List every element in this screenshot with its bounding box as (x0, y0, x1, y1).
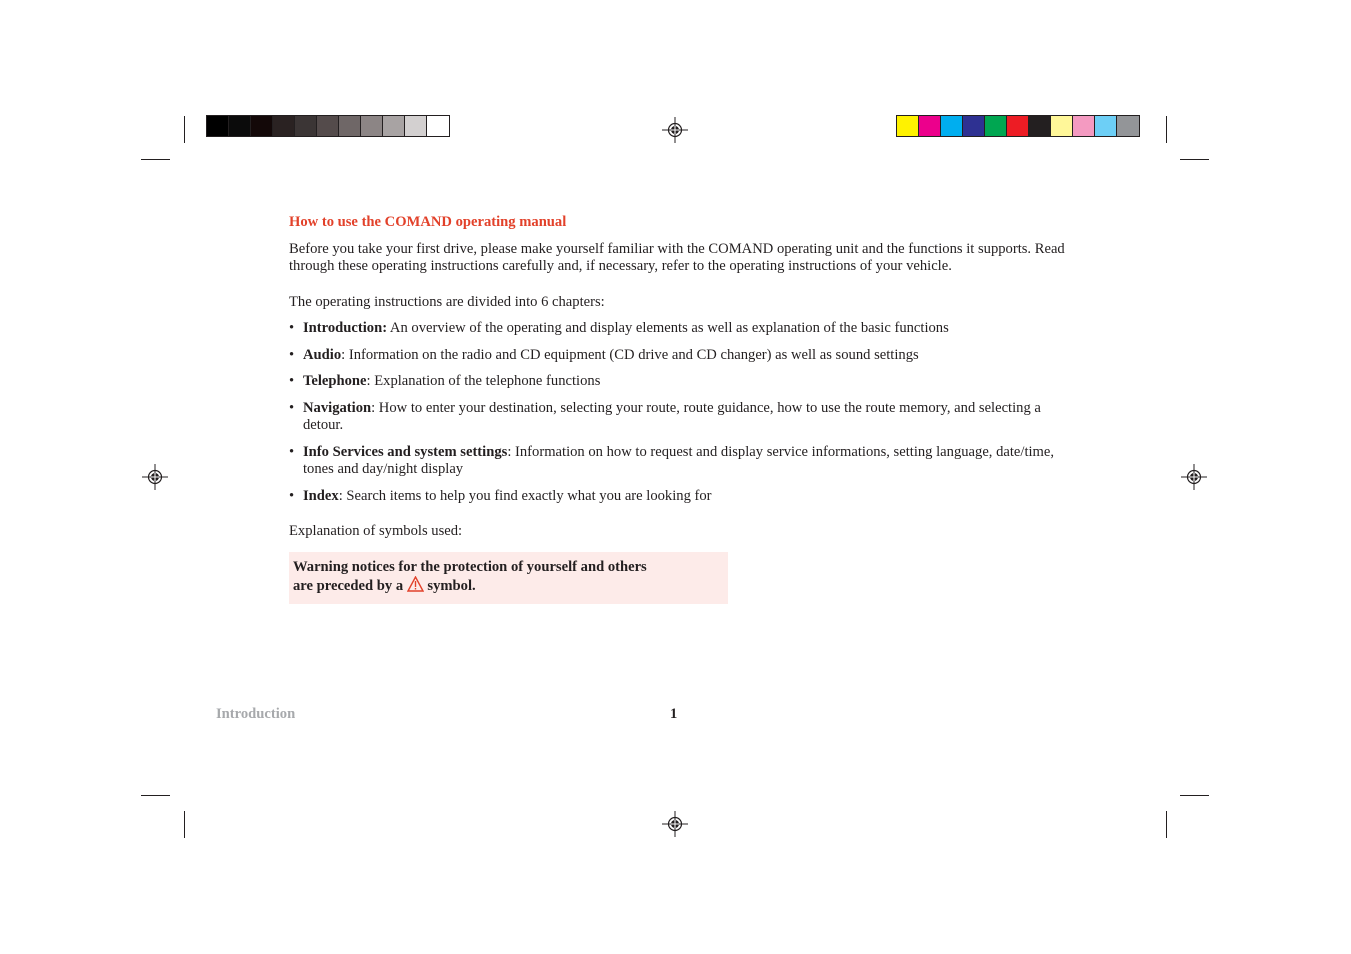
chapters-lead: The operating instructions are divided into 6 chapters: (289, 293, 605, 310)
registration-mark-right-icon (1181, 464, 1207, 490)
bullet-icon: • (289, 487, 295, 504)
color-swatch (1117, 116, 1139, 136)
chapter-description: An overview of the operating and display elements as well as explanation of the basic functions (387, 320, 949, 336)
footer-section-label: Introduction (216, 706, 296, 722)
crop-mark-bottom-right-vertical (1166, 811, 1167, 838)
crop-mark-top-left-vertical (184, 116, 185, 143)
chapter-title: Info Services and system settings (303, 443, 508, 460)
color-swatch (1051, 116, 1073, 136)
chapter-title: Navigation (303, 399, 372, 416)
intro-paragraph: Before you take your first drive, please make yourself familiar with the COMAND operating unit and the functions it supports. Read through these operating instructions carefully and, if necessary, refer to the operating instructions of your vehicle. (289, 240, 1065, 274)
chapter-title: Telephone (303, 373, 367, 389)
color-swatch (941, 116, 963, 136)
bullet-icon: • (289, 399, 295, 416)
crop-mark-top-left-horizontal (141, 159, 170, 160)
warning-triangle-icon (407, 576, 424, 592)
chapter-title: Audio (303, 346, 342, 363)
symbols-lead: Explanation of symbols used: (289, 523, 463, 539)
manual-content (289, 214, 1069, 604)
chapter-item-introduction (289, 320, 1069, 338)
chapter-item-index (289, 488, 1069, 506)
grayscale-swatch (405, 116, 427, 136)
color-bar (896, 115, 1140, 137)
grayscale-swatch (295, 116, 317, 136)
section-heading: How to use the COMAND operating manual (289, 214, 567, 230)
grayscale-swatch (229, 116, 251, 136)
crop-mark-bottom-left-vertical (184, 811, 185, 838)
grayscale-swatch (251, 116, 273, 136)
bullet-icon: • (289, 346, 295, 363)
chapter-title: Index (303, 487, 339, 504)
warning-line-2 (293, 576, 724, 596)
chapter-item-info-services (289, 444, 1069, 479)
warning-text-after: symbol. (423, 578, 476, 594)
color-swatch (897, 116, 919, 136)
color-swatch (919, 116, 941, 136)
warning-notice-box (289, 552, 728, 604)
chapter-item-navigation (289, 400, 1069, 435)
crop-mark-bottom-right-horizontal (1180, 795, 1209, 796)
bullet-icon: • (289, 320, 295, 336)
color-swatch (1029, 116, 1051, 136)
warning-text-before: are preceded by a (293, 578, 407, 594)
grayscale-bar (206, 115, 450, 137)
chapter-description: : Search items to help you find exactly what you are looking for (338, 487, 712, 504)
chapter-description: : Explanation of the telephone functions (366, 373, 601, 389)
registration-mark-top-icon (662, 117, 688, 143)
warning-line-1: Warning notices for the protection of yourself and others (293, 558, 647, 575)
chapter-title: Introduction: (303, 320, 388, 336)
color-swatch (985, 116, 1007, 136)
grayscale-swatch (317, 116, 339, 136)
crop-mark-top-right-horizontal (1180, 159, 1209, 160)
chapter-description: : Information on how to request and display service informations, setting language, date/time, tones and day/night display (303, 443, 1055, 477)
color-swatch (1095, 116, 1117, 136)
chapter-description: : Information on the radio and CD equipment (CD drive and CD changer) as well as sound settings (341, 346, 919, 363)
color-swatch (963, 116, 985, 136)
grayscale-swatch (273, 116, 295, 136)
chapter-item-telephone (289, 373, 1069, 391)
color-swatch (1007, 116, 1029, 136)
bullet-icon: • (289, 443, 295, 460)
chapter-item-audio (289, 347, 1069, 365)
crop-mark-bottom-left-horizontal (141, 795, 170, 796)
crop-mark-top-right-vertical (1166, 116, 1167, 143)
color-swatch (1073, 116, 1095, 136)
grayscale-swatch (383, 116, 405, 136)
grayscale-swatch (207, 116, 229, 136)
page-number: 1 (670, 706, 678, 722)
grayscale-swatch (427, 116, 449, 136)
chapter-description: : How to enter your destination, selecting your route, route guidance, how to use the route memory, and selecting a detour. (303, 399, 1041, 433)
grayscale-swatch (361, 116, 383, 136)
registration-mark-left-icon (142, 464, 168, 490)
registration-mark-bottom-icon (662, 811, 688, 837)
bullet-icon: • (289, 373, 295, 389)
chapter-list (289, 320, 1069, 505)
grayscale-swatch (339, 116, 361, 136)
